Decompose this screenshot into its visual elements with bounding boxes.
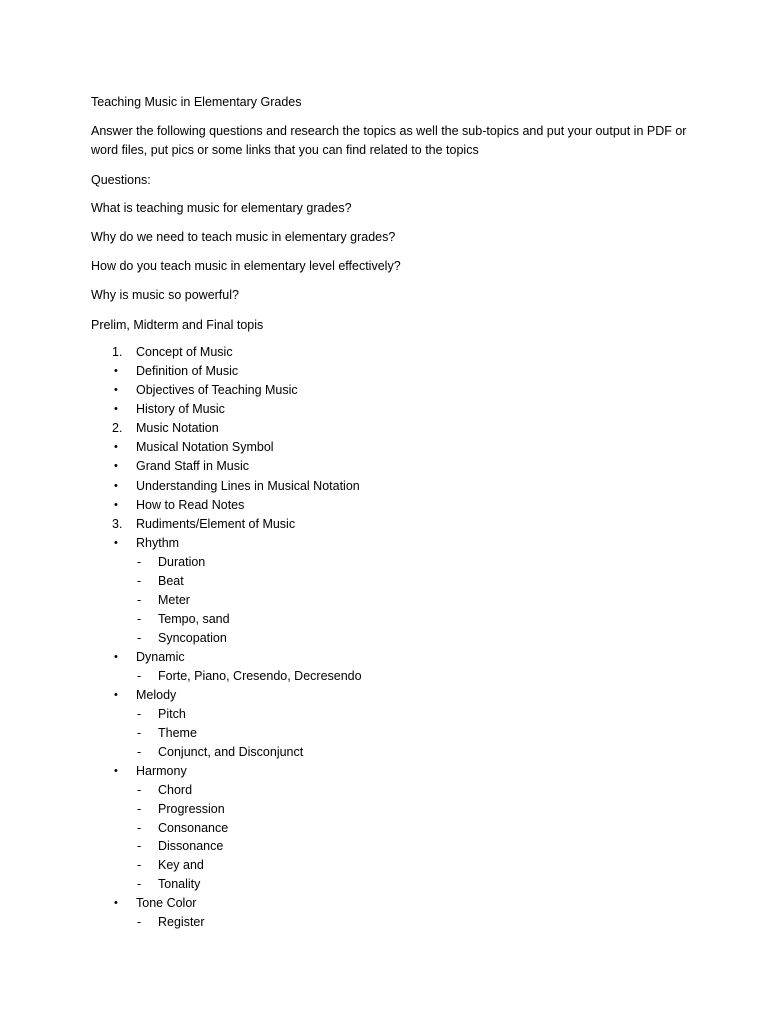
outline-sublabel: Dissonance (158, 839, 224, 853)
outline-subitem (0, 667, 768, 686)
outline-label: Harmony (136, 764, 187, 778)
dash-marker: - (137, 877, 142, 891)
outline-sublabel: Conjunct, and Disconjunct (158, 745, 304, 759)
questions-heading: Questions: (91, 173, 151, 187)
outline-subitem (0, 629, 768, 648)
document-title: Teaching Music in Elementary Grades (91, 95, 302, 109)
outline-sublabel: Tempo, sand (158, 612, 230, 626)
outline-label: Musical Notation Symbol (136, 440, 274, 454)
outline-sublabel: Key and (158, 858, 204, 872)
outline-label: Rhythm (136, 536, 180, 550)
outline-item (0, 343, 768, 362)
bullet-marker: • (114, 384, 118, 396)
outline-subitem (0, 572, 768, 591)
outline-subitem (0, 875, 768, 894)
outline-label: Definition of Music (136, 364, 239, 378)
bullet-marker: • (114, 499, 118, 511)
outline-item (0, 477, 768, 496)
bullet-marker: • (114, 537, 118, 549)
outline-subitem (0, 856, 768, 875)
dash-marker: - (137, 839, 142, 853)
outline-label: Music Notation (136, 421, 219, 435)
list-number: 3. (112, 517, 123, 531)
list-number: 2. (112, 421, 123, 435)
dash-marker: - (137, 593, 142, 607)
bullet-marker: • (114, 651, 118, 663)
bullet-marker: • (114, 460, 118, 472)
question-1: What is teaching music for elementary grades? (91, 201, 352, 215)
outline-subitem (0, 837, 768, 856)
dash-marker: - (137, 726, 142, 740)
outline-sublabel: Syncopation (158, 631, 227, 645)
outline-item (0, 362, 768, 381)
bullet-marker: • (114, 403, 118, 415)
outline-subitem (0, 724, 768, 743)
outline-subitem (0, 610, 768, 629)
outline-item (0, 648, 768, 667)
bullet-marker: • (114, 897, 118, 909)
outline-subitem (0, 800, 768, 819)
list-number: 1. (112, 345, 123, 359)
dash-marker: - (137, 821, 142, 835)
dash-marker: - (137, 555, 142, 569)
outline-subitem (0, 743, 768, 762)
topics-heading: Prelim, Midterm and Final topis (91, 318, 264, 332)
bullet-marker: • (114, 365, 118, 377)
dash-marker: - (137, 745, 142, 759)
outline-sublabel: Beat (158, 574, 184, 588)
outline-label: Rudiments/Element of Music (136, 517, 296, 531)
outline-label: Dynamic (136, 650, 185, 664)
dash-marker: - (137, 802, 142, 816)
outline-item (0, 457, 768, 476)
assignment-instructions: Answer the following questions and research the topics as well the sub-topics and put your output in PDF or word files, put pics or some links that you can find related to the topics (91, 124, 687, 157)
question-2: Why do we need to teach music in elementary grades? (91, 230, 396, 244)
outline-sublabel: Tonality (158, 877, 201, 891)
bullet-marker: • (114, 441, 118, 453)
outline-item (0, 894, 768, 913)
outline-label: Tone Color (136, 896, 197, 910)
outline-item (0, 381, 768, 400)
outline-sublabel: Meter (158, 593, 190, 607)
outline-subitem (0, 913, 768, 932)
outline-item (0, 762, 768, 781)
dash-marker: - (137, 858, 142, 872)
outline-sublabel: Theme (158, 726, 197, 740)
outline-label: Grand Staff in Music (136, 459, 250, 473)
dash-marker: - (137, 783, 142, 797)
outline-subitem (0, 705, 768, 724)
dash-marker: - (137, 707, 142, 721)
outline-item (0, 400, 768, 419)
outline-item (0, 438, 768, 457)
outline-item (0, 515, 768, 534)
question-3: How do you teach music in elementary level effectively? (91, 259, 401, 273)
outline-item (0, 496, 768, 515)
dash-marker: - (137, 631, 142, 645)
question-4: Why is music so powerful? (91, 288, 239, 302)
bullet-marker: • (114, 480, 118, 492)
bullet-marker: • (114, 689, 118, 701)
outline-item (0, 534, 768, 553)
dash-marker: - (137, 612, 142, 626)
outline-subitem (0, 819, 768, 838)
dash-marker: - (137, 574, 142, 588)
outline-sublabel: Duration (158, 555, 206, 569)
outline-subitem (0, 553, 768, 572)
outline-item (0, 419, 768, 438)
outline-sublabel: Forte, Piano, Cresendo, Decresendo (158, 669, 362, 683)
outline-sublabel: Register (158, 915, 205, 929)
outline-label: History of Music (136, 402, 225, 416)
outline-subitem (0, 591, 768, 610)
outline-sublabel: Pitch (158, 707, 186, 721)
outline-subitem (0, 781, 768, 800)
outline-label: Melody (136, 688, 177, 702)
outline-label: Objectives of Teaching Music (136, 383, 298, 397)
bullet-marker: • (114, 765, 118, 777)
dash-marker: - (137, 669, 142, 683)
outline-sublabel: Progression (158, 802, 225, 816)
outline-sublabel: Chord (158, 783, 193, 797)
outline-sublabel: Consonance (158, 821, 229, 835)
outline-label: Understanding Lines in Musical Notation (136, 479, 360, 493)
dash-marker: - (137, 915, 142, 929)
outline-item (0, 686, 768, 705)
outline-label: How to Read Notes (136, 498, 245, 512)
outline-label: Concept of Music (136, 345, 233, 359)
